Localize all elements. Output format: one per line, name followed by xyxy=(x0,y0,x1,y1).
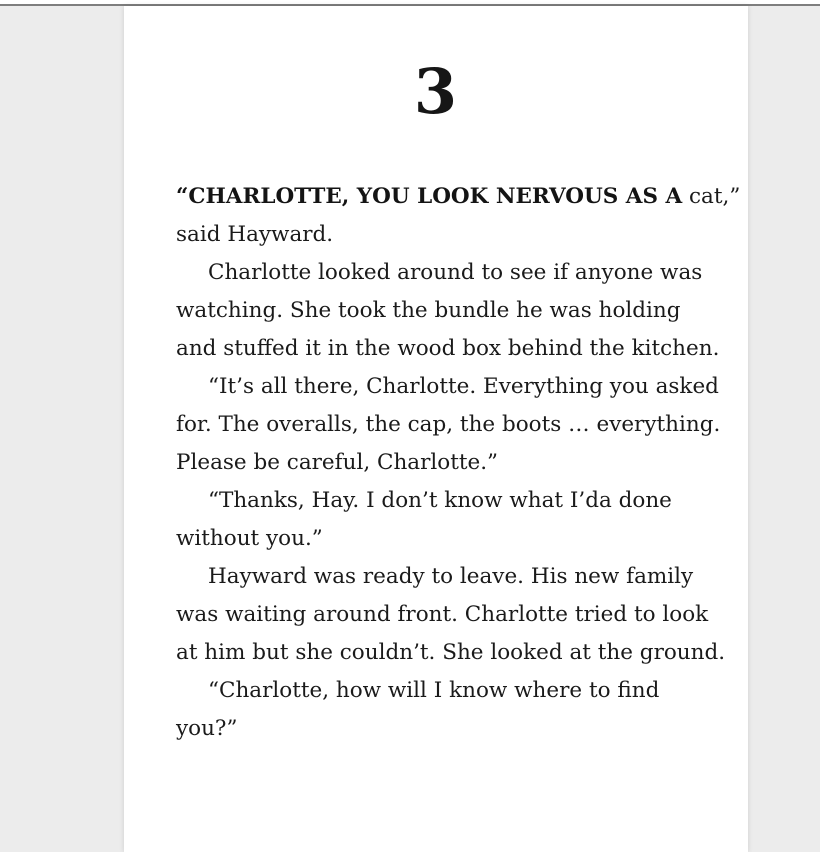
text-line: Please be careful, Charlotte.” xyxy=(176,450,499,475)
text-line: watching. She took the bundle he was holding xyxy=(176,298,681,323)
paragraph xyxy=(176,672,712,748)
text-line: you?” xyxy=(176,716,238,741)
paragraph xyxy=(176,558,726,672)
text-line: “Thanks, Hay. I don’t know what I’da done xyxy=(208,488,672,513)
lead-in-bold: “CHARLOTTE, YOU LOOK NERVOUS AS A xyxy=(176,184,683,209)
body-text xyxy=(124,178,748,748)
paragraph-opening xyxy=(176,178,741,254)
text-line: was waiting around front. Charlotte tried to look xyxy=(176,602,709,627)
text-line: at him but she couldn’t. She looked at the ground. xyxy=(176,640,726,665)
text-line xyxy=(176,178,741,216)
paragraph xyxy=(176,254,720,368)
text-line: “Charlotte, how will I know where to find xyxy=(208,678,660,703)
lead-in-rest: cat,” xyxy=(682,184,741,209)
paragraph xyxy=(176,368,721,482)
text-line: Charlotte looked around to see if anyone was xyxy=(208,260,703,285)
text-line: and stuffed it in the wood box behind the kitchen. xyxy=(176,336,720,361)
reader-background xyxy=(0,6,820,852)
paragraph xyxy=(176,482,712,558)
book-page xyxy=(124,6,748,852)
text-line: without you.” xyxy=(176,526,323,551)
text-line: Hayward was ready to leave. His new family xyxy=(208,564,694,589)
text-line: said Hayward. xyxy=(176,222,334,247)
chapter-number: 3 xyxy=(413,55,459,128)
text-line: for. The overalls, the cap, the boots … everything. xyxy=(176,412,721,437)
text-line: “It’s all there, Charlotte. Everything you asked xyxy=(208,374,719,399)
